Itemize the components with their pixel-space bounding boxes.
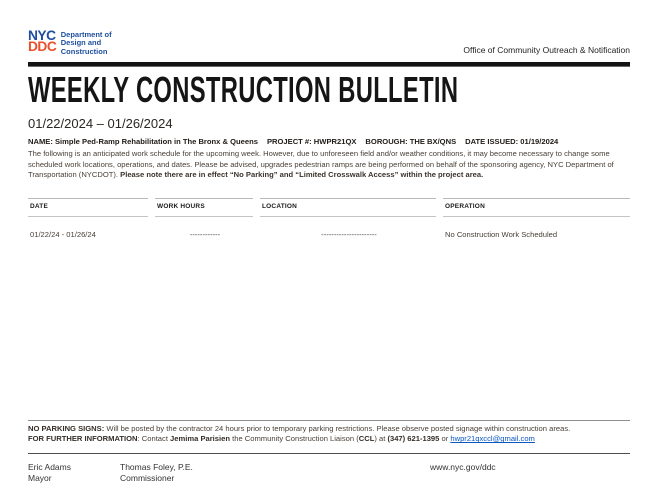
mayor-block	[28, 462, 120, 484]
intro-paragraph	[28, 149, 630, 181]
further-info-mid3: or	[439, 434, 451, 444]
week-date-range: 01/22/2024 – 01/26/2024	[28, 116, 173, 131]
intro-regular-text: The following is an anticipated work schedule for the upcoming week. However, due to unforeseen field and/or weather conditions, it may become necessary to change some scheduled work locations, operations, and dates. Please be advised, upgrades pedestrian ramps are being performed on behalf of the sponsoring agency, NYC Department of Transportation (NYCDOT).	[28, 149, 614, 179]
no-parking-line	[28, 424, 630, 435]
ccl-abbrev: CCL	[358, 434, 375, 444]
logo-nyc-text: NYC	[28, 27, 56, 43]
column-header-date: DATE	[28, 198, 148, 217]
signature-footer	[28, 454, 630, 484]
nyc-ddc-logo	[28, 27, 112, 56]
dept-line-1: Department of	[60, 29, 112, 39]
schedule-table	[28, 198, 630, 239]
further-info-line	[28, 434, 630, 445]
cell-operation: No Construction Work Scheduled	[445, 229, 558, 239]
empty-area	[28, 239, 630, 420]
dept-line-2: Design and	[60, 38, 102, 48]
logo-ddc-text: DDC	[28, 38, 57, 54]
logo-department-name	[61, 30, 112, 56]
further-info-mid2: ) at	[374, 434, 388, 444]
mayor-name: Eric Adams	[28, 462, 71, 472]
logo-mark	[28, 27, 57, 54]
header-divider-bar	[28, 62, 630, 67]
office-label: Office of Community Outreach & Notification	[463, 45, 630, 55]
further-info-mid1: the Community Construction Liaison (	[230, 434, 359, 444]
column-header-work-hours: WORK HOURS	[155, 198, 253, 217]
dept-line-3: Construction	[60, 46, 108, 56]
intro-bold-notice: Please note there are in effect “No Parking” and “Limited Crosswalk Access” within the project area.	[120, 170, 484, 179]
cell-location: ----------------------	[321, 229, 377, 239]
page-title: WEEKLY CONSTRUCTION BULLETIN	[28, 69, 459, 110]
cell-work-hours: ------------	[189, 229, 221, 239]
mayor-title: Mayor	[28, 473, 52, 483]
further-info-label: FOR FURTHER INFORMATION	[28, 434, 138, 444]
column-header-operation: OPERATION	[443, 198, 630, 217]
no-parking-text: Will be posted by the contractor 24 hours prior to temporary parking restrictions. Please observe posted signage within construction areas.	[104, 423, 571, 433]
project-date-issued: DATE ISSUED: 01/19/2024	[465, 137, 559, 146]
commissioner-block	[120, 462, 430, 484]
project-name: NAME: Simple Ped-Ramp Rehabilitation in The Bronx & Queens	[28, 137, 258, 146]
no-parking-label: NO PARKING SIGNS:	[28, 423, 105, 433]
commissioner-name: Thomas Foley, P.E.	[120, 462, 193, 472]
cell-date: 01/22/24 - 01/26/24	[30, 229, 96, 239]
further-info-pre: : Contact	[137, 434, 171, 444]
project-info-line	[28, 137, 630, 146]
project-number: PROJECT #: HWPR21QX	[266, 137, 357, 146]
bottom-notes	[28, 420, 630, 445]
project-borough: BOROUGH: THE BX/QNS	[365, 137, 457, 146]
contact-name: Jemima Parisien	[170, 434, 230, 444]
page-header	[28, 22, 630, 56]
column-header-location: LOCATION	[260, 198, 436, 217]
commissioner-title: Commissioner	[120, 473, 175, 483]
contact-email-link[interactable]: hwpr21qxccl@gmail.com	[450, 434, 535, 444]
contact-phone: (347) 621-1395	[387, 434, 440, 444]
website-text: www.nyc.gov/ddc	[430, 462, 496, 472]
